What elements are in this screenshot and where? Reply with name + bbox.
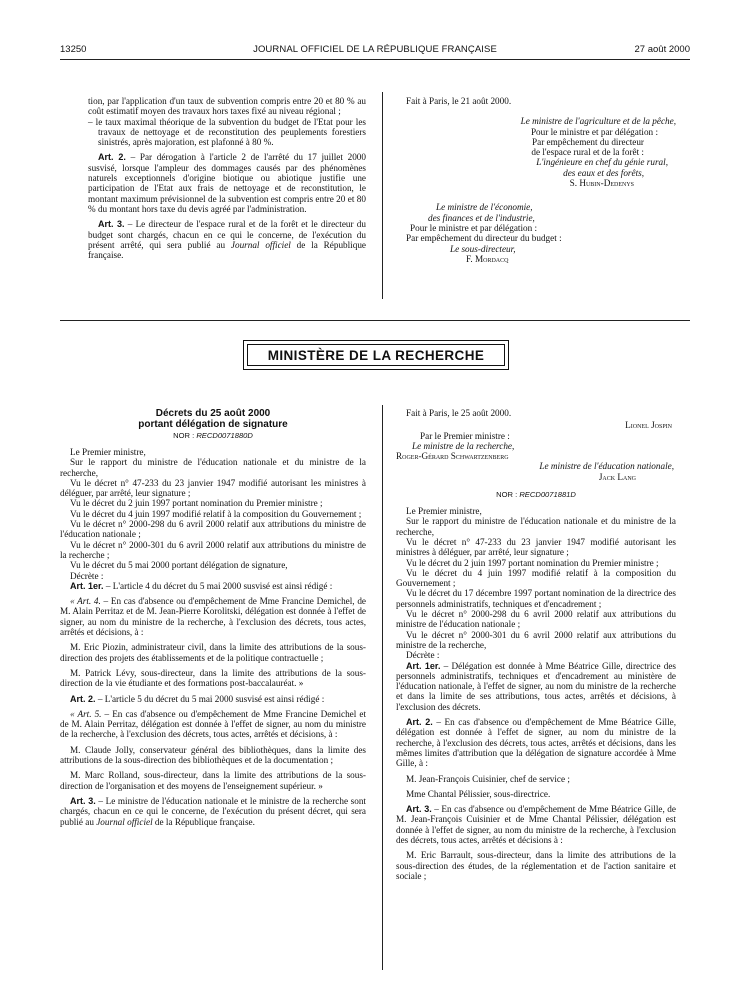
visa: Vu le décret du 4 juin 1997 modifié relatif à la composition du Gouvernement ;: [70, 508, 362, 519]
article-label: Art. 3.: [70, 795, 96, 806]
article-1: [60, 581, 366, 591]
ministry-banner-title: MINISTÈRE DE LA RECHERCHE: [247, 344, 505, 366]
article-text: – Le directeur de l'espace rural et de la forêt et le directeur du budget sont chargés, chacun en ce qui le concerne, de l'exécution du présent arrêté, qui sera publié au: [88, 219, 366, 250]
signature-line: Le ministre de la recherche,: [412, 440, 515, 451]
nor-reference: [396, 490, 676, 500]
decree-title: Décrets du 25 août 2000: [155, 408, 271, 419]
nor-label: NOR :: [496, 490, 520, 500]
signature-line: Pour le ministre et par délégation :: [410, 222, 538, 233]
visa: Vu le décret n° 2000-298 du 6 avril 2000 relatif aux attributions du ministre de l'éducation nationale ;: [396, 609, 676, 630]
article-label: Art. 2.: [98, 152, 126, 163]
list-item: – le taux maximal théorique de la subvention du budget de l'Etat pour les travaux de nettoyage et de reconstitution des peuplements forestiers sinistrés, après majoration, est plafonné à 80 %.: [88, 116, 366, 148]
signature-line: Pour le ministre et par délégation :: [530, 126, 658, 137]
signature-line: L'ingénieure en chef du génie rural,: [536, 157, 668, 168]
visa: Vu le décret n° 47-233 du 23 janvier 1947 modifié autorisant les ministres à déléguer, par arrêté, leur signature ;: [60, 477, 366, 499]
bottom-right-column: [396, 408, 676, 881]
article-label: Art. 2.: [70, 693, 96, 704]
page-number: 13250: [60, 44, 87, 55]
preamble: Le Premier ministre,: [70, 447, 146, 457]
quoted-label: « Art. 5.: [70, 708, 102, 719]
article-text: – Le ministre de l'éducation nationale et le ministre de la recherche sont chargés, chacun en ce qui le concerne, de l'exécution du présent décret, qui sera publié au: [60, 795, 366, 827]
delegate-paragraph: M. Eric Piozin, administrateur civil, dans la limite des attributions de la sous-direction des projets des établissements et de la politique contractuelle ;: [60, 642, 366, 663]
signature-date: Fait à Paris, le 21 août 2000.: [406, 96, 512, 106]
issue-date: 27 août 2000: [634, 44, 690, 55]
nor-code: RECD0071881D: [519, 490, 576, 500]
article-text: – Délégation est donnée à Mme Béatrice Gille, directrice des personnels administratifs, techniques et d'encadrement au ministère de l'éducation nationale, à l'effet de signer, au nom du ministre de la recherche et dans la limite de ses attributions, tous actes, arrêtés et décisions, à l'exclusion des décrets.: [396, 660, 676, 712]
article-3: [88, 219, 366, 260]
article-label: Art. 1er.: [406, 660, 441, 671]
nor-label: NOR :: [173, 431, 197, 440]
visa: Sur le rapport du ministre de l'éducation nationale et du ministre de la recherche,: [60, 457, 366, 478]
visa: Vu le décret n° 2000-301 du 6 avril 2000 relatif aux attributions du ministre de la recherche ;: [60, 539, 366, 560]
journal-reference: Journal officiel: [96, 816, 153, 827]
ministry-banner: [243, 340, 509, 370]
visa: Sur le rapport du ministre de l'éducation nationale et du ministre de la recherche,: [396, 516, 676, 537]
article-label: Art. 3.: [406, 804, 432, 815]
delegate-paragraph: M. Marc Rolland, sous-directeur, dans la limite des attributions de la sous-direction de l'organisation et des moyens de l'enseignement supérieur. »: [60, 770, 366, 791]
delegate-paragraph: M. Patrick Lévy, sous-directeur, dans la limite des attributions de la sous-direction de la vie étudiante et des formations post-baccalauréat. »: [60, 667, 366, 689]
signature-line: de l'espace rural et de la forêt :: [531, 147, 644, 158]
delegate-paragraph: M. Jean-François Cuisinier, chef de service ;: [406, 773, 570, 784]
journal-reference: Journal officiel: [230, 239, 291, 250]
bottom-left-column: [60, 408, 366, 827]
column-divider-bottom: [382, 405, 383, 970]
top-left-column: [88, 96, 366, 260]
decree-subtitle: portant délégation de signature: [138, 419, 288, 430]
quoted-text: – En cas d'absence ou d'empêchement de Mme Francine Demichel et de M. Alain Perritaz, délégation est donnée à l'effet de signer, au nom du ministre de la recherche, à l'exclusion des décrets, tous actes, arrêtés et décisions, à :: [60, 708, 367, 740]
article-3: [396, 804, 676, 845]
signature-line: Par empêchement du directeur du budget :: [406, 233, 562, 244]
signatory-name: Roger-Gérard Schwartzenberg: [396, 451, 509, 462]
paragraph: tion, par l'application d'un taux de subvention compris entre 20 et 80 % au coût estimatif moyen des travaux hors taxes fixé au niveau régional ;: [88, 96, 366, 117]
visa: Vu le décret n° 47-233 du 23 janvier 1947 modifié autorisant les ministres à déléguer, par arrêté, leur signature ;: [396, 536, 676, 558]
nor-reference: [60, 431, 366, 441]
signature-line: Par le Premier ministre :: [420, 430, 510, 441]
decrete: Décrète :: [70, 570, 104, 581]
visa: Vu le décret n° 2000-298 du 6 avril 2000 relatif aux attributions du ministre de l'éducation nationale ;: [60, 519, 366, 540]
decrete: Décrète :: [406, 650, 440, 661]
signatory-name: S. Hubin-Dedenys: [569, 178, 634, 189]
quoted-label: « Art. 4.: [70, 596, 101, 607]
signature-line: des eaux et des forêts,: [563, 167, 644, 178]
article-text: – L'article 5 du décret du 5 mai 2000 susvisé est ainsi rédigé :: [95, 693, 325, 704]
delegate-paragraph: M. Eric Barrault, sous-directeur, dans la limite des attributions de la sous-direction des études, de la réglementation et de l'action sanitaire et sociale ;: [396, 850, 676, 881]
article-2: [60, 694, 366, 704]
preamble: Le Premier ministre,: [406, 506, 482, 517]
signature-date: Fait à Paris, le 25 août 2000.: [406, 408, 512, 418]
quoted-article-5: [60, 709, 366, 740]
article-text-end: de la République française.: [152, 816, 255, 827]
signature-line: Le ministre de l'agriculture et de la pêche,: [520, 116, 676, 127]
quoted-text: – En cas d'absence ou d'empêchement de Mme Francine Demichel, de M. Alain Perritaz et de M. Jean-Pierre Korolitski, délégation est donnée à l'effet de signer, au nom du ministre de la recherche, à l'exclusion des décrets, tous actes, arrêtés et décisions, à :: [60, 596, 366, 638]
article-label: Art. 2.: [406, 717, 433, 728]
signatory-name: F. Mordacq: [466, 253, 509, 264]
visa: Vu le décret du 5 mai 2000 portant délégation de signature,: [70, 560, 288, 571]
article-label: Art. 3.: [98, 219, 125, 230]
signatory-name: Jack Lang: [598, 471, 636, 482]
article-2: [88, 152, 366, 214]
delegate-paragraph: Mme Chantal Pélissier, sous-directrice.: [406, 788, 551, 799]
article-text: – L'article 4 du décret du 5 mai 2000 susvisé est ainsi rédigé :: [103, 580, 333, 591]
signatory-name: Lionel Jospin: [625, 420, 672, 431]
article-2: [396, 717, 676, 768]
column-divider-top: [382, 92, 383, 299]
header-rule: [60, 59, 690, 60]
journal-title: JOURNAL OFFICIEL DE LA RÉPUBLIQUE FRANÇAISE: [253, 44, 497, 55]
article-label: Art. 1er.: [70, 580, 104, 591]
top-right-column: [396, 96, 676, 264]
article-3: [60, 796, 366, 827]
article-text-end: de la République française.: [88, 239, 367, 261]
visa: Vu le décret n° 2000-301 du 6 avril 2000 relatif aux attributions du ministre de la recherche,: [396, 629, 676, 650]
delegate-paragraph: M. Claude Jolly, conservateur général des bibliothèques, dans la limite des attributions de la sous-direction des bibliothèques et de la documentation ;: [60, 744, 366, 766]
visa: Vu le décret du 2 juin 1997 portant nomination du Premier ministre ;: [70, 498, 323, 509]
signature-line: Le sous-directeur,: [450, 243, 516, 254]
visa: Vu le décret du 17 décembre 1997 portant nomination de la directrice des personnels administratifs, techniques et d'encadrement ;: [396, 588, 676, 609]
visa: Vu le décret du 2 juin 1997 portant nomination du Premier ministre ;: [406, 557, 659, 568]
running-header: [60, 44, 690, 58]
article-text: – En cas d'absence ou d'empêchement de Mme Béatrice Gille, de M. Jean-François Cuisinier et de Mme Chantal Pélissier, délégation est donnée à l'effet de signer, au nom du ministre de la recherche, à l'exclusion des décrets, tous actes, arrêtés et décisions à :: [396, 804, 676, 845]
signature-line: Le ministre de l'économie,: [436, 202, 533, 213]
visa: Vu le décret du 4 juin 1997 modifié relatif à la composition du Gouvernement ;: [396, 567, 676, 589]
signature-line: Le ministre de l'éducation nationale,: [539, 461, 674, 472]
quoted-article-4: [60, 596, 366, 637]
signature-line: des finances et de l'industrie,: [428, 212, 535, 223]
signature-line: Par empêchement du directeur: [532, 136, 644, 147]
section-rule: [60, 320, 690, 321]
article-1: [396, 661, 676, 712]
nor-code: RECD0071880D: [196, 431, 253, 440]
article-text: – Par dérogation à l'article 2 de l'arrêté du 17 juillet 2000 susvisé, lorsque l'ampleur des dommages causés par des phénomènes naturels exceptionnels d'origine biotique ou abiotique justifie une participation de l'Etat aux frais de nettoyage et de reconstitution, le montant maximum prévisionnel de la subvention est compris entre 20 et 80 % du montant hors taxe du devis agréé par l'administration.: [88, 152, 366, 214]
article-text: – En cas d'absence ou d'empêchement de Mme Béatrice Gille, délégation est donnée à l'effet de signer, au nom du ministre de la recherche, à l'exclusion des décrets, tous actes, arrêtés et décisions, dans les mêmes limites d'attribution que la délégation de signature accordée à Mme Gille, à :: [396, 717, 676, 769]
